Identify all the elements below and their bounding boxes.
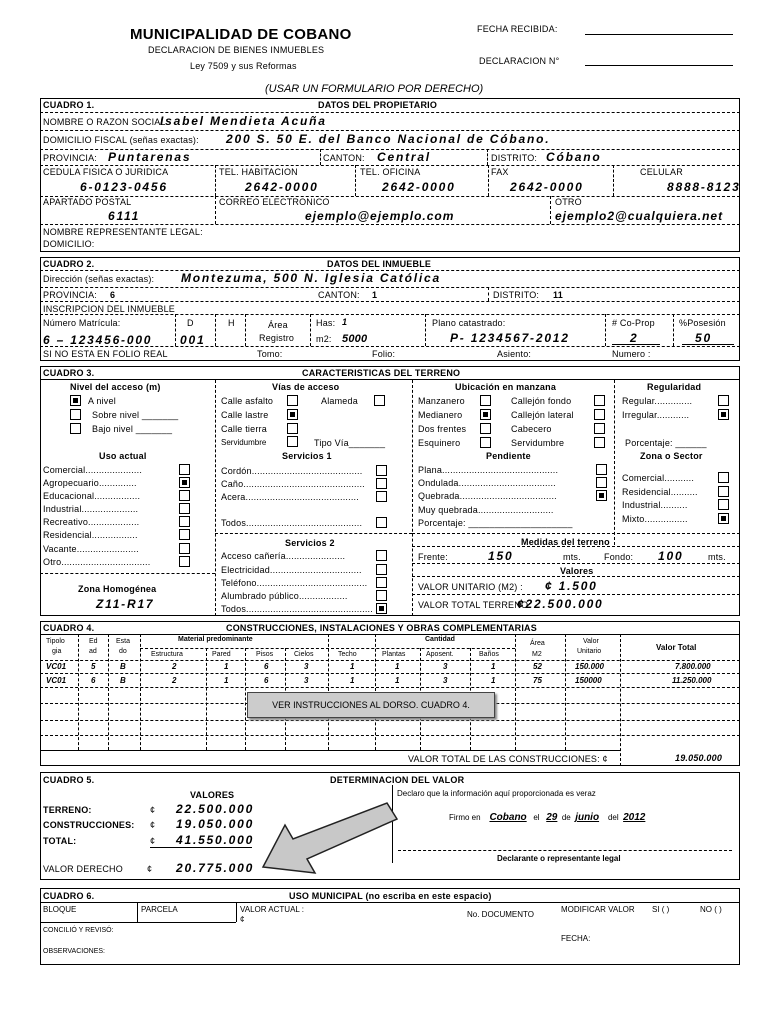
- ubicacion-title: Ubicación en manzana: [455, 382, 557, 392]
- row2-banos[interactable]: 1: [491, 676, 496, 685]
- irregular-label: Irregular............: [622, 410, 690, 420]
- valor-total-terreno-field[interactable]: ¢22.500.000: [517, 597, 604, 611]
- col-edad-1: Ed: [89, 638, 98, 645]
- col-tipologia-2: gia: [52, 648, 62, 655]
- coprop-field[interactable]: 2: [630, 331, 639, 345]
- calle-asfalto-checkbox[interactable]: [287, 395, 298, 406]
- fecha-recibida-field[interactable]: [585, 34, 733, 35]
- fondo-mts-label: mts.: [708, 552, 726, 562]
- nivel-title: Nivel del acceso (m): [70, 382, 161, 392]
- fax-field[interactable]: 2642-0000: [510, 180, 584, 194]
- servidumbre2-label: Servidumbre: [511, 438, 565, 448]
- cuadro-3-title: CARACTERISTICAS DEL TERRENO: [302, 368, 461, 378]
- dos-frentes-checkbox[interactable]: [480, 423, 491, 434]
- valor-total-terreno-label: VALOR TOTAL TERRENO:: [418, 600, 531, 610]
- col-valor-unitario-2: Unitario: [577, 648, 602, 655]
- uso-comercial-label: Comercial.....................: [43, 465, 143, 475]
- canton2-label: CANTON:: [318, 290, 360, 300]
- cabecero-label: Cabecero: [511, 424, 552, 434]
- uso-vacante-label: Vacante.......................: [43, 544, 139, 554]
- asiento-label: Asiento:: [497, 349, 532, 359]
- terreno-label: TERRENO:: [43, 805, 92, 815]
- tomo-label: Tomo:: [257, 349, 283, 359]
- frente-field[interactable]: 150: [488, 549, 514, 563]
- row2-pisos[interactable]: 6: [264, 676, 269, 685]
- tel-habitacion-field[interactable]: 2642-0000: [245, 180, 319, 194]
- cuadro-1-label: CUADRO 1.: [43, 100, 95, 110]
- col-banos: Baños: [479, 651, 499, 658]
- area-label: Área: [268, 320, 288, 330]
- distrito-label: DISTRITO:: [491, 153, 538, 163]
- total-construcciones-label: VALOR TOTAL DE LAS CONSTRUCCIONES: ¢: [408, 754, 608, 764]
- cuadro-3-label: CUADRO 3.: [43, 368, 95, 378]
- uso-title: Uso actual: [99, 451, 147, 461]
- fax-label: FAX: [491, 167, 509, 177]
- row2-area[interactable]: 75: [533, 676, 542, 685]
- total-currency: ¢: [150, 836, 156, 846]
- medidas-title: Medidas del terreno: [521, 537, 610, 547]
- todos1-label: Todos...........................................: [221, 518, 363, 528]
- fondo-field[interactable]: 100: [658, 549, 684, 563]
- provincia2-field[interactable]: 6: [110, 290, 116, 300]
- matricula-field[interactable]: 6 – 123456-000: [43, 333, 153, 347]
- plana-label: Plana...........................................: [418, 465, 559, 475]
- a-nivel-label: A nivel: [88, 396, 116, 406]
- col-valor-total: Valor Total: [656, 643, 697, 652]
- alumbrado-label: Alumbrado público..................: [221, 591, 348, 601]
- vias-title: Vías de acceso: [272, 382, 340, 392]
- cuadro-1-title: DATOS DEL PROPIETARIO: [318, 100, 438, 110]
- fecha-label: FECHA:: [561, 934, 591, 943]
- form-title: MUNICIPALIDAD DE COBANO: [130, 26, 352, 43]
- col-material: Material predominante: [178, 636, 253, 643]
- esquinero-checkbox[interactable]: [480, 437, 491, 448]
- uso-residencial-label: Residencial.................: [43, 530, 138, 540]
- callejon-fondo-label: Callejón fondo: [511, 396, 572, 406]
- row2-valor-unitario[interactable]: 150000: [575, 676, 602, 685]
- provincia2-label: PROVINCIA:: [43, 290, 98, 300]
- row1-edad[interactable]: 5: [91, 662, 96, 671]
- col-tipologia-1: Tipolo: [46, 638, 65, 645]
- matricula-label: Número Matrícula:: [43, 318, 121, 328]
- callejon-fondo-checkbox[interactable]: [594, 395, 605, 406]
- plano-label: Plano catastrado:: [432, 318, 506, 328]
- has-label: Has:: [316, 318, 336, 328]
- valores-title: Valores: [560, 566, 594, 576]
- uso-vacante-checkbox[interactable]: [179, 543, 190, 554]
- form-note: (USAR UN FORMULARIO POR DERECHO): [265, 83, 484, 95]
- otro-label: OTRO: [555, 197, 582, 207]
- signature-line[interactable]: [398, 850, 732, 851]
- dos-frentes-label: Dos frentes: [418, 424, 467, 434]
- derecho-d-label: D: [187, 318, 194, 328]
- direccion-field[interactable]: Montezuma, 500 N. Iglesia Católica: [181, 271, 441, 285]
- col-cielos: Cielos: [294, 651, 314, 658]
- row1-valor-total[interactable]: 7.800.000: [675, 662, 711, 671]
- posesion-label: %Posesión: [679, 318, 726, 328]
- porcentaje2-label[interactable]: Porcentaje: ____________________: [418, 518, 573, 528]
- cordon-checkbox[interactable]: [376, 465, 387, 476]
- calle-tierra-label: Calle tierra: [221, 424, 267, 434]
- parcela-label: PARCELA: [141, 905, 178, 914]
- zona-comercial-checkbox[interactable]: [718, 472, 729, 483]
- col-edad-2: ad: [89, 648, 97, 655]
- construcciones-currency: ¢: [150, 820, 156, 830]
- regular-label: Regular..............: [622, 396, 693, 406]
- declaracion-no-label: DECLARACION N°: [479, 56, 560, 66]
- has-field[interactable]: 1: [342, 317, 348, 327]
- fecha-recibida-label: FECHA RECIBIDA:: [477, 24, 558, 34]
- domicilio-fiscal-label: DOMICILIO FISCAL (señas exactas):: [43, 135, 199, 145]
- declaracion-no-field[interactable]: [585, 65, 733, 66]
- todos2-label: Todos...............................................: [221, 604, 373, 614]
- domicilio-fiscal-field[interactable]: 200 S. 50 E. del Banco Nacional de Cóbano.: [226, 132, 551, 146]
- row2-estructura[interactable]: 2: [172, 676, 177, 685]
- modificar-si-option[interactable]: SI ( ): [652, 905, 670, 914]
- folio-real-label: SI NO ESTA EN FOLIO REAL: [43, 349, 168, 359]
- servicios1-title: Servicios 1: [282, 451, 332, 461]
- canieria-label: Acceso cañería......................: [221, 551, 346, 561]
- esquinero-label: Esquinero: [418, 438, 461, 448]
- servidumbre-label: Servidumbre: [221, 438, 267, 447]
- cano-label: Caño.............................................: [221, 479, 365, 489]
- cuadro-5-label: CUADRO 5.: [43, 775, 95, 785]
- calle-lastre-label: Calle lastre: [221, 410, 269, 420]
- m2-field[interactable]: 5000: [342, 333, 368, 345]
- uso-recreativo-label: Recreativo...................: [43, 517, 140, 527]
- row2-estado[interactable]: B: [120, 676, 126, 685]
- row1-valor-unitario[interactable]: 150.000: [575, 662, 604, 671]
- row2-valor-total[interactable]: 11.250.000: [672, 676, 712, 685]
- valor-derecho-label: VALOR DERECHO: [43, 864, 123, 874]
- callejon-lateral-label: Callejón lateral: [511, 410, 574, 420]
- alumbrado-checkbox[interactable]: [376, 590, 387, 601]
- concilio-label: CONCILIÓ Y REVISÓ:: [43, 927, 114, 934]
- regular-checkbox[interactable]: [718, 395, 729, 406]
- firmo-lugar[interactable]: Cobano: [489, 812, 527, 823]
- cuadro-4-title: CONSTRUCCIONES, INSTALACIONES Y OBRAS COMPLEMENTARIAS: [226, 623, 537, 633]
- row1-aposentos[interactable]: 3: [443, 662, 448, 671]
- uso-industrial-checkbox[interactable]: [179, 503, 190, 514]
- manzanero-checkbox[interactable]: [480, 395, 491, 406]
- distrito2-field[interactable]: 11: [553, 290, 563, 300]
- provincia-label: PROVINCIA:: [43, 153, 98, 163]
- zona-residencial-label: Residencial..........: [622, 487, 698, 497]
- calle-asfalto-label: Calle asfalto: [221, 396, 274, 406]
- no-documento-label: No. DOCUMENTO: [467, 910, 534, 919]
- manzanero-label: Manzanero: [418, 396, 465, 406]
- coprop-label: # Co-Prop: [612, 318, 655, 328]
- registro-label: Registro: [259, 333, 295, 343]
- col-area-2: M2: [532, 651, 542, 658]
- sobre-nivel-label: Sobre nivel _______: [92, 410, 179, 420]
- declarante-label: Declarante o representante legal: [497, 854, 621, 863]
- uso-educacional-checkbox[interactable]: [179, 490, 190, 501]
- total-field[interactable]: 41.550.000: [176, 833, 255, 847]
- form-subtitle: DECLARACION DE BIENES INMUEBLES: [148, 45, 325, 55]
- col-techo: Techo: [338, 651, 357, 658]
- ondulada-label: Ondulada....................................: [418, 478, 556, 488]
- fondo-label: Fondo:: [604, 552, 634, 562]
- total-construcciones-field[interactable]: 19.050.000: [675, 753, 723, 763]
- declaro-text: Declaro que la información aquí proporcionada es veraz: [397, 789, 596, 798]
- row1-techo[interactable]: 1: [350, 662, 355, 671]
- col-cantidad: Cantidad: [425, 636, 455, 643]
- col-area-1: Área: [530, 640, 545, 647]
- quebrada-checkbox[interactable]: [596, 490, 607, 501]
- cabecero-checkbox[interactable]: [594, 423, 605, 434]
- valor-unitario-field[interactable]: ¢ 1.500: [545, 579, 598, 593]
- col-pared: Pared: [212, 651, 231, 658]
- numero-label: Numero :: [612, 349, 651, 359]
- bajo-nivel-checkbox[interactable]: [70, 423, 81, 434]
- tel-oficina-label: TEL. OFICINA: [360, 167, 421, 177]
- row2-tipo[interactable]: VC01: [46, 676, 67, 685]
- a-nivel-checkbox[interactable]: [70, 395, 81, 406]
- representante-label: NOMBRE REPRESENTANTE LEGAL:: [43, 227, 203, 237]
- cuadro-4-label: CUADRO 4.: [43, 623, 95, 633]
- zona-homogenea-field[interactable]: Z11-R17: [96, 597, 155, 611]
- instructions-callout: VER INSTRUCCIONES AL DORSO. CUADRO 4.: [247, 692, 495, 718]
- todos1-checkbox[interactable]: [376, 517, 387, 528]
- firmo-anio[interactable]: 2012: [623, 812, 646, 823]
- cuadro-2-title: DATOS DEL INMUEBLE: [327, 259, 432, 269]
- construcciones-field[interactable]: 19.050.000: [176, 817, 255, 831]
- acera-label: Acera..........................................: [221, 492, 359, 502]
- row1-banos[interactable]: 1: [491, 662, 496, 671]
- callejon-lateral-checkbox[interactable]: [594, 409, 605, 420]
- tipo-via-label: Tipo Vía_______: [314, 438, 386, 448]
- firmo-mes[interactable]: junio: [575, 812, 600, 823]
- row1-area[interactable]: 52: [533, 662, 542, 671]
- cano-checkbox[interactable]: [376, 478, 387, 489]
- pendiente-title: Pendiente: [486, 451, 531, 461]
- cedula-label: CEDULA FISICA O JURIDICA: [43, 167, 169, 177]
- col-valor-unitario-1: Valor: [583, 638, 599, 645]
- plano-field[interactable]: P- 1234567-2012: [450, 331, 570, 345]
- zona-comercial-label: Comercial...........: [622, 473, 695, 483]
- firmo-dia[interactable]: 29: [546, 812, 558, 823]
- valor-unitario-label: VALOR UNITARIO (M2) :: [418, 582, 523, 592]
- muy-quebrada-label: Muy quebrada............................: [418, 505, 554, 515]
- tel-habitacion-label: TEL. HABITACION: [219, 167, 298, 177]
- zona-mixto-checkbox[interactable]: [718, 513, 729, 524]
- inscripcion-label: INSCRIPCION DEL INMUEBLE: [43, 304, 175, 314]
- construcciones-label: CONSTRUCCIONES:: [43, 820, 135, 830]
- uso-otro-checkbox[interactable]: [179, 556, 190, 567]
- bajo-nivel-label: Bajo nivel _______: [92, 424, 173, 434]
- modificar-valor-label: MODIFICAR VALOR: [561, 905, 635, 914]
- correo-label: CORREO ELECTRONICO: [219, 197, 330, 207]
- frente-mts-label: mts.: [563, 552, 581, 562]
- uso-otro-label: Otro.................................: [43, 557, 151, 567]
- telefono-label: Teléfono.........................................: [221, 578, 368, 588]
- cuadro-2-label: CUADRO 2.: [43, 259, 95, 269]
- medianero-label: Medianero: [418, 410, 463, 420]
- terreno-currency: ¢: [150, 805, 156, 815]
- row1-estado[interactable]: B: [120, 662, 126, 671]
- servidumbre2-checkbox[interactable]: [594, 437, 605, 448]
- porcentaje-label[interactable]: Porcentaje: ______: [625, 438, 707, 448]
- row2-cielos[interactable]: 3: [304, 676, 309, 685]
- sobre-nivel-checkbox[interactable]: [70, 409, 81, 420]
- nombre-label: NOMBRE O RAZON SOCIAL:: [43, 117, 169, 127]
- row1-plantas[interactable]: 1: [395, 662, 400, 671]
- todos2-checkbox[interactable]: [376, 603, 387, 614]
- direccion-label: Dirección (señas exactas):: [43, 274, 155, 284]
- canton-field[interactable]: Central: [377, 150, 431, 164]
- row2-plantas[interactable]: 1: [395, 676, 400, 685]
- uso-industrial-label: Industrial.....................: [43, 504, 139, 514]
- valor-actual-label: VALOR ACTUAL :: [240, 905, 305, 914]
- correo-field[interactable]: ejemplo@ejemplo.com: [305, 209, 455, 223]
- row1-pared[interactable]: 1: [224, 662, 229, 671]
- irregular-checkbox[interactable]: [718, 409, 729, 420]
- valor-derecho-currency: ¢: [147, 864, 153, 874]
- firmo-text: Firmo en Cobano el 29 de junio del 2012: [449, 812, 646, 823]
- form-law: Ley 7509 y sus Reformas: [190, 61, 297, 71]
- cuadro-5-title: DETERMINACION DEL VALOR: [330, 775, 465, 785]
- otro-field[interactable]: ejemplo2@cualquiera.net: [555, 209, 724, 223]
- folio-label: Folio:: [372, 349, 396, 359]
- cuadro-6-title: USO MUNICIPAL (no escriba en este espacio): [289, 891, 492, 901]
- cedula-field[interactable]: 6-0123-0456: [80, 180, 168, 194]
- distrito-field[interactable]: Cóbano: [546, 150, 602, 164]
- uso-residencial-checkbox[interactable]: [179, 529, 190, 540]
- bloque-label: BLOQUE: [43, 905, 77, 914]
- quebrada-label: Quebrada....................................: [418, 491, 557, 501]
- uso-recreativo-checkbox[interactable]: [179, 516, 190, 527]
- col-estructura: Estructura: [151, 651, 183, 658]
- celular-label: CELULAR: [640, 167, 683, 177]
- ondulada-checkbox[interactable]: [596, 477, 607, 488]
- zona-residencial-checkbox[interactable]: [718, 486, 729, 497]
- tel-oficina-field[interactable]: 2642-0000: [382, 180, 456, 194]
- alameda-label: Alameda: [321, 396, 358, 406]
- col-aposentos: Aposent.: [426, 651, 454, 658]
- zona-sector-title: Zona o Sector: [640, 451, 703, 461]
- uso-educacional-label: Educacional.................: [43, 491, 141, 501]
- terreno-field[interactable]: 22.500.000: [176, 802, 255, 816]
- provincia-field[interactable]: Puntarenas: [108, 150, 192, 164]
- apartado-label: APARTADO POSTAL: [43, 197, 132, 207]
- alameda-checkbox[interactable]: [374, 395, 385, 406]
- modificar-no-option[interactable]: NO ( ): [700, 905, 722, 914]
- medianero-checkbox[interactable]: [480, 409, 491, 420]
- m2-label: m2:: [316, 334, 332, 344]
- calle-tierra-checkbox[interactable]: [287, 423, 298, 434]
- col-plantas: Plantas: [382, 651, 406, 658]
- uso-agropecuario-label: Agropecuario..............: [43, 478, 137, 488]
- row1-pisos[interactable]: 6: [264, 662, 269, 671]
- row1-estructura[interactable]: 2: [172, 662, 177, 671]
- nombre-field[interactable]: Isabel Mendieta Acuña: [160, 114, 327, 128]
- col-estado-1: Esta: [116, 638, 131, 645]
- telefono-checkbox[interactable]: [376, 577, 387, 588]
- canton-label: CANTON:: [323, 153, 365, 163]
- derecho-d-field[interactable]: 001: [180, 333, 206, 347]
- zona-industrial-label: Industrial..........: [622, 500, 688, 510]
- col-pisos: Pisos: [256, 651, 274, 658]
- celular-field[interactable]: 8888-8123: [667, 180, 741, 194]
- observaciones-label: OBSERVACIONES:: [43, 948, 105, 955]
- electricidad-checkbox[interactable]: [376, 564, 387, 575]
- zona-mixto-label: Mixto................: [622, 514, 688, 524]
- calle-lastre-checkbox[interactable]: [287, 409, 298, 420]
- row2-aposentos[interactable]: 3: [443, 676, 448, 685]
- uso-agropecuario-checkbox[interactable]: [179, 477, 190, 488]
- apartado-field[interactable]: 6111: [108, 209, 141, 223]
- row1-tipo[interactable]: VC01: [46, 662, 67, 671]
- cuadro-6-label: CUADRO 6.: [43, 891, 95, 901]
- domicilio-label: DOMICILIO:: [43, 239, 95, 249]
- regularidad-title: Regularidad: [647, 382, 702, 392]
- uso-comercial-checkbox[interactable]: [179, 464, 190, 475]
- row2-techo[interactable]: 1: [350, 676, 355, 685]
- zona-industrial-checkbox[interactable]: [718, 499, 729, 510]
- canieria-checkbox[interactable]: [376, 550, 387, 561]
- row2-edad[interactable]: 6: [91, 676, 96, 685]
- valor-derecho-field[interactable]: 20.775.000: [176, 861, 255, 875]
- distrito2-label: DISTRITO:: [493, 290, 540, 300]
- frente-label: Frente:: [418, 552, 448, 562]
- plana-checkbox[interactable]: [596, 464, 607, 475]
- cordon-label: Cordón.........................................: [221, 466, 363, 476]
- arrow-pointer-icon: [255, 795, 400, 880]
- derecho-h-label: H: [228, 318, 235, 328]
- total-label: TOTAL:: [43, 836, 77, 846]
- row2-pared[interactable]: 1: [224, 676, 229, 685]
- zona-homogenea-title: Zona Homogénea: [78, 584, 157, 594]
- valor-actual-currency: ¢: [240, 915, 245, 924]
- col-estado-2: do: [119, 648, 127, 655]
- valores-heading: VALORES: [190, 790, 235, 800]
- posesion-field[interactable]: 50: [695, 331, 712, 345]
- electricidad-label: Electricidad..................................: [221, 565, 362, 575]
- row1-cielos[interactable]: 3: [304, 662, 309, 671]
- acera-checkbox[interactable]: [376, 491, 387, 502]
- servicios2-title: Servicios 2: [285, 538, 335, 548]
- servidumbre-checkbox[interactable]: [287, 436, 298, 447]
- canton2-field[interactable]: 1: [372, 290, 378, 300]
